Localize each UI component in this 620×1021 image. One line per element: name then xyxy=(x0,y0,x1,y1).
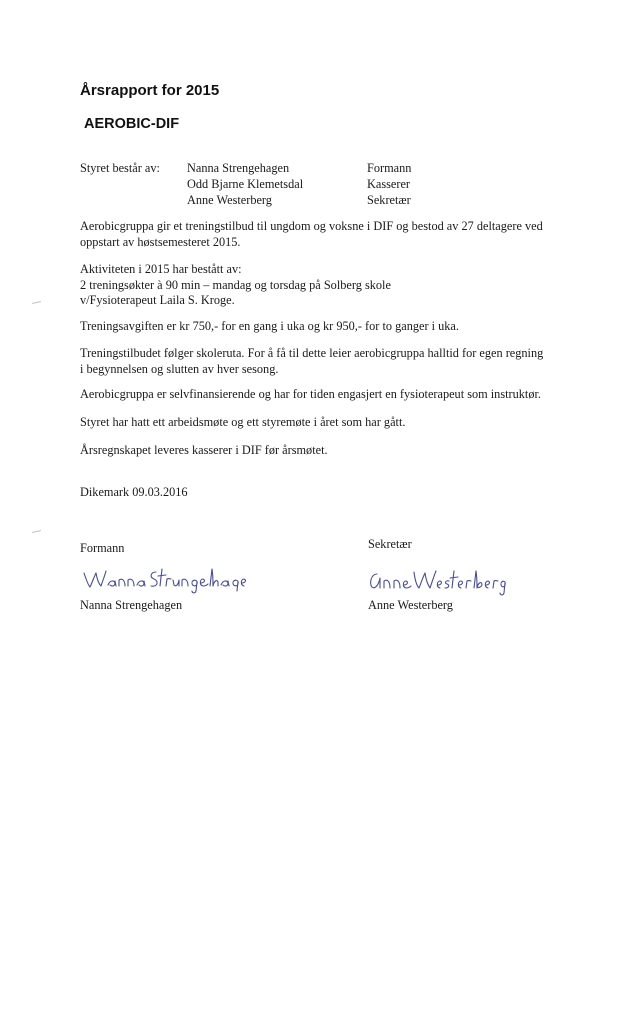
paragraph-line: Årsregnskapet leveres kasserer i DIF før årsmøtet. xyxy=(80,443,328,457)
paragraph-line: 2 treningsøkter à 90 min – mandag og torsdag på Solberg skole xyxy=(80,277,391,292)
paragraph-line: Aerobicgruppa gir et treningstilbud til ungdom og voksne i DIF og bestod av 27 deltagere ved xyxy=(80,219,543,233)
signature-name-secretary: Anne Westerberg xyxy=(368,598,453,612)
paragraph-line: v/Fysioterapeut Laila S. Kroge. xyxy=(80,293,235,307)
board-member-name: Anne Westerberg xyxy=(187,193,272,207)
paragraph-line: Aerobicgruppa er selvfinansierende og har for tiden engasjert en fysioterapeut som instruktør. xyxy=(80,387,541,401)
paragraph-line: oppstart av høstsemesteret 2015. xyxy=(80,234,241,249)
signature-role-chairman: Formann xyxy=(80,541,125,555)
signature-name-chairman: Nanna Strengehagen xyxy=(80,598,183,612)
paragraph-schedule xyxy=(80,346,550,377)
place-date: Dikemark 09.03.2016 xyxy=(80,485,188,499)
paragraph-activities xyxy=(80,262,550,309)
paragraph-fees xyxy=(80,319,550,335)
signature-role-secretary: Sekretær xyxy=(368,537,412,551)
report-subtitle: AEROBIC-DIF xyxy=(84,116,180,132)
paragraph-line: Styret har hatt ett arbeidsmøte og ett styremøte i året som har gått. xyxy=(80,415,406,429)
board-member-role: Formann xyxy=(367,161,412,175)
paragraph-meetings xyxy=(80,415,550,431)
signature-chairman-handwriting xyxy=(82,565,252,595)
paragraph-line: Aktiviteten i 2015 har bestått av: xyxy=(80,262,242,276)
paragraph-participation xyxy=(80,219,550,250)
paragraph-line: i begynnelsen og slutten av hver sesong. xyxy=(80,361,279,376)
board-label: Styret består av: xyxy=(80,161,160,175)
paragraph-financing xyxy=(80,387,550,403)
board-member-role: Sekretær xyxy=(367,193,411,207)
paragraph-accounts xyxy=(80,443,550,459)
board-member-name: Nanna Strengehagen xyxy=(187,161,290,175)
margin-mark xyxy=(32,530,41,533)
signature-secretary-handwriting xyxy=(367,566,507,598)
board-member-role: Kasserer xyxy=(367,177,411,191)
board-member-name: Odd Bjarne Klemetsdal xyxy=(187,177,304,191)
report-title: Årsrapport for 2015 xyxy=(80,82,220,99)
margin-mark xyxy=(32,301,41,304)
paragraph-line: Treningsavgiften er kr 750,- for en gang i uka og kr 950,- for to ganger i uka. xyxy=(80,319,459,333)
paragraph-line: Treningstilbudet følger skoleruta. For å få til dette leier aerobicgruppa halltid for egen regning xyxy=(80,346,544,360)
